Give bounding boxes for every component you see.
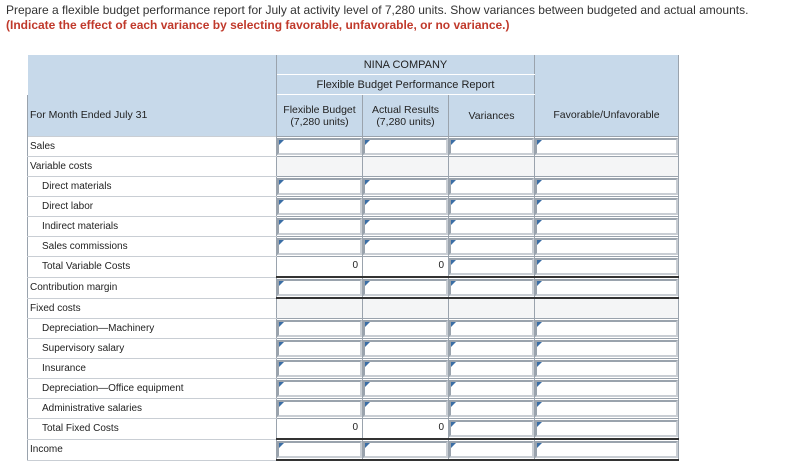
- ss-actual-input[interactable]: [363, 340, 448, 357]
- row-direct-labor: [28, 197, 679, 217]
- im-actual-input[interactable]: [363, 218, 448, 235]
- ins-flexible-input[interactable]: [277, 360, 362, 377]
- as-flexible-input[interactable]: [277, 400, 362, 417]
- company-name: NINA COMPANY: [277, 55, 535, 75]
- as-actual-input[interactable]: [363, 400, 448, 417]
- sales-fav-select[interactable]: [535, 138, 678, 155]
- depo-flexible-input[interactable]: [277, 380, 362, 397]
- row-label: Indirect materials: [28, 217, 277, 237]
- tvc-fav-select[interactable]: [535, 258, 678, 275]
- depo-variance-input[interactable]: [449, 380, 534, 397]
- dl-variance-input[interactable]: [449, 198, 534, 215]
- ss-variance-input[interactable]: [449, 340, 534, 357]
- im-fav-select[interactable]: [535, 218, 678, 235]
- im-variance-input[interactable]: [449, 218, 534, 235]
- sales-variance-input[interactable]: [449, 138, 534, 155]
- instructions: [6, 3, 788, 33]
- row-total-fixed-costs: [28, 419, 679, 440]
- tvc-flexible-value: 0: [352, 260, 358, 271]
- as-variance-input[interactable]: [449, 400, 534, 417]
- dl-flexible-input[interactable]: [277, 198, 362, 215]
- performance-report-table: [27, 55, 679, 461]
- dm-fav-select[interactable]: [535, 178, 678, 195]
- row-depreciation-office: [28, 379, 679, 399]
- row-label: Direct labor: [28, 197, 277, 217]
- inc-variance-input[interactable]: [449, 441, 534, 458]
- row-label: Sales commissions: [28, 237, 277, 257]
- tfc-variance-input[interactable]: [449, 420, 534, 437]
- tvc-actual-value: 0: [438, 260, 444, 271]
- row-variable-costs: [28, 157, 679, 177]
- row-depreciation-machinery: [28, 319, 679, 339]
- ins-actual-input[interactable]: [363, 360, 448, 377]
- sc-variance-input[interactable]: [449, 238, 534, 255]
- row-sales: [28, 137, 679, 157]
- ss-flexible-input[interactable]: [277, 340, 362, 357]
- report-title: Flexible Budget Performance Report: [277, 75, 535, 95]
- sc-fav-select[interactable]: [535, 238, 678, 255]
- row-indirect-materials: [28, 217, 679, 237]
- row-label: Fixed costs: [28, 298, 277, 319]
- depm-actual-input[interactable]: [363, 320, 448, 337]
- row-label: Depreciation—Machinery: [28, 319, 277, 339]
- depm-fav-select[interactable]: [535, 320, 678, 337]
- ins-fav-select[interactable]: [535, 360, 678, 377]
- instruction-note: (Indicate the effect of each variance by selecting favorable, unfavorable, or no variance.): [6, 18, 510, 32]
- inc-actual-input[interactable]: [363, 441, 448, 458]
- row-label: Sales: [28, 137, 277, 157]
- period-label: For Month Ended July 31: [28, 95, 277, 137]
- col-favorable-unfavorable: Favorable/Unfavorable: [535, 95, 679, 137]
- cm-fav-select[interactable]: [535, 279, 678, 296]
- dl-fav-select[interactable]: [535, 198, 678, 215]
- sc-flexible-input[interactable]: [277, 238, 362, 255]
- dm-flexible-input[interactable]: [277, 178, 362, 195]
- sales-flexible-input[interactable]: [277, 138, 362, 155]
- tfc-flexible-value: 0: [352, 422, 358, 433]
- instruction-text: Prepare a flexible budget performance report for July at activity level of 7,280 units. Show variances between budgeted and actual amounts.: [6, 3, 749, 17]
- dm-actual-input[interactable]: [363, 178, 448, 195]
- sales-actual-input[interactable]: [363, 138, 448, 155]
- ins-variance-input[interactable]: [449, 360, 534, 377]
- row-label: Variable costs: [28, 157, 277, 177]
- row-income: [28, 439, 679, 460]
- im-flexible-input[interactable]: [277, 218, 362, 235]
- depm-flexible-input[interactable]: [277, 320, 362, 337]
- cm-flexible-input[interactable]: [277, 279, 362, 296]
- col-actual-results: Actual Results (7,280 units): [363, 95, 449, 137]
- tvc-variance-input[interactable]: [449, 258, 534, 275]
- row-fixed-costs: [28, 298, 679, 319]
- row-label: Total Fixed Costs: [28, 419, 277, 440]
- row-label: Contribution margin: [28, 277, 277, 298]
- depo-fav-select[interactable]: [535, 380, 678, 397]
- row-contribution-margin: [28, 277, 679, 298]
- dl-actual-input[interactable]: [363, 198, 448, 215]
- dm-variance-input[interactable]: [449, 178, 534, 195]
- as-fav-select[interactable]: [535, 400, 678, 417]
- row-label: Total Variable Costs: [28, 257, 277, 278]
- sc-actual-input[interactable]: [363, 238, 448, 255]
- inc-fav-select[interactable]: [535, 441, 678, 458]
- cm-actual-input[interactable]: [363, 279, 448, 296]
- cm-variance-input[interactable]: [449, 279, 534, 296]
- tfc-fav-select[interactable]: [535, 420, 678, 437]
- row-direct-materials: [28, 177, 679, 197]
- row-sales-commissions: [28, 237, 679, 257]
- row-insurance: [28, 359, 679, 379]
- row-label: Income: [28, 439, 277, 460]
- row-supervisory-salary: [28, 339, 679, 359]
- col-flexible-budget: Flexible Budget (7,280 units): [277, 95, 363, 137]
- row-label: Insurance: [28, 359, 277, 379]
- row-label: Supervisory salary: [28, 339, 277, 359]
- depo-actual-input[interactable]: [363, 380, 448, 397]
- row-total-variable-costs: [28, 257, 679, 278]
- ss-fav-select[interactable]: [535, 340, 678, 357]
- row-label: Administrative salaries: [28, 399, 277, 419]
- inc-flexible-input[interactable]: [277, 441, 362, 458]
- col-variances: Variances: [449, 95, 535, 137]
- row-administrative-salaries: [28, 399, 679, 419]
- row-label: Direct materials: [28, 177, 277, 197]
- row-label: Depreciation—Office equipment: [28, 379, 277, 399]
- depm-variance-input[interactable]: [449, 320, 534, 337]
- tfc-actual-value: 0: [438, 422, 444, 433]
